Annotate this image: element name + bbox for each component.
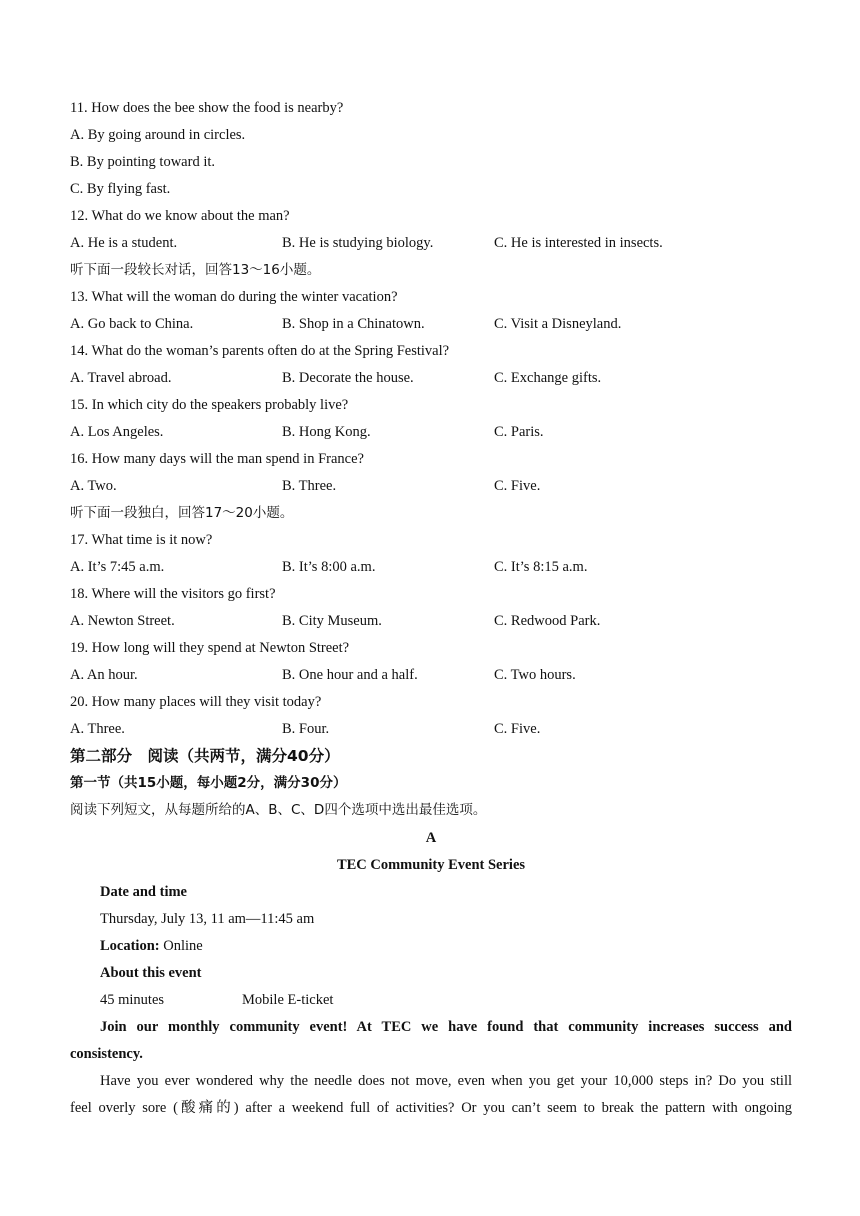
option-a: A. An hour. xyxy=(70,667,138,683)
option-a: A. Three. xyxy=(70,721,125,737)
option-b: B. He is studying biology. xyxy=(282,235,434,251)
option-b: B. It’s 8:00 a.m. xyxy=(282,559,376,575)
question-stem: 15. In which city do the speakers probably live? xyxy=(70,397,349,413)
option-c: C. Visit a Disneyland. xyxy=(494,316,622,332)
body-line-1: Have you ever wondered why the needle does not move, even when you get your 10,000 steps in? Do you still xyxy=(100,1073,792,1089)
section-heading: 第二部分 阅读（共两节，满分40分） xyxy=(70,747,340,765)
question-stem: 13. What will the woman do during the winter vacation? xyxy=(70,289,398,305)
option-c: C. Exchange gifts. xyxy=(494,370,602,386)
about-label: About this event xyxy=(100,965,202,981)
option-c: C. Two hours. xyxy=(494,667,576,683)
question-stem: 19. How long will they spend at Newton Street? xyxy=(70,640,350,656)
option-a: A. He is a student. xyxy=(70,235,178,251)
lead-line-2: consistency. xyxy=(70,1046,143,1062)
option-c: C. Redwood Park. xyxy=(494,613,601,629)
listening-instruction: 听下面一段独白，回答17～20小题。 xyxy=(70,505,294,521)
date-label: Date and time xyxy=(100,884,187,900)
option-b: B. Hong Kong. xyxy=(282,424,371,440)
question-stem: 12. What do we know about the man? xyxy=(70,208,290,224)
body-paragraph xyxy=(70,1068,792,1122)
option-a: A. Two. xyxy=(70,478,117,494)
location-value: Online xyxy=(159,938,203,954)
listening-instruction: 听下面一段较长对话，回答13～16小题。 xyxy=(70,262,321,278)
location-label: Location: xyxy=(100,938,160,954)
lead-line-1: Join our monthly community event! At TEC we have found that community increases success and xyxy=(100,1019,792,1035)
passage-title: TEC Community Event Series xyxy=(336,857,526,873)
option-c: C. He is interested in insects. xyxy=(494,235,663,251)
option-b: B. Decorate the house. xyxy=(282,370,414,386)
option-a: A. It’s 7:45 a.m. xyxy=(70,559,165,575)
option-a: A. Los Angeles. xyxy=(70,424,164,440)
event-duration: 45 minutes xyxy=(100,992,165,1008)
option-a: A. Travel abroad. xyxy=(70,370,172,386)
passage-letter: A xyxy=(425,830,437,846)
option-b: B. Shop in a Chinatown. xyxy=(282,316,425,332)
option-c: C. By flying fast. xyxy=(70,181,171,197)
question-stem: 11. How does the bee show the food is nearby? xyxy=(70,100,344,116)
option-c: C. Paris. xyxy=(494,424,544,440)
option-b: B. By pointing toward it. xyxy=(70,154,215,170)
option-b: B. City Museum. xyxy=(282,613,382,629)
option-b: B. One hour and a half. xyxy=(282,667,418,683)
option-c: C. Five. xyxy=(494,478,541,494)
option-c: C. Five. xyxy=(494,721,541,737)
question-stem: 20. How many places will they visit today? xyxy=(70,694,322,710)
date-value: Thursday, July 13, 11 am—11:45 am xyxy=(100,911,315,927)
event-ticket: Mobile E-ticket xyxy=(242,992,334,1008)
option-c: C. It’s 8:15 a.m. xyxy=(494,559,588,575)
option-b: B. Three. xyxy=(282,478,337,494)
option-b: B. Four. xyxy=(282,721,330,737)
question-stem: 14. What do the woman’s parents often do at the Spring Festival? xyxy=(70,343,450,359)
option-a: A. By going around in circles. xyxy=(70,127,246,143)
reading-instruction: 阅读下列短文，从每题所给的A、B、C、D四个选项中选出最佳选项。 xyxy=(70,802,487,818)
location-line xyxy=(100,936,203,956)
option-a: A. Go back to China. xyxy=(70,316,194,332)
question-stem: 16. How many days will the man spend in France? xyxy=(70,451,364,467)
option-a: A. Newton Street. xyxy=(70,613,175,629)
body-line-2: feel overly sore (酸痛的) after a weekend full of activities? Or you can’t seem to break the pattern with ongoing xyxy=(70,1100,792,1116)
question-stem: 17. What time is it now? xyxy=(70,532,213,548)
question-stem: 18. Where will the visitors go first? xyxy=(70,586,276,602)
section-subheading: 第一节（共15小题，每小题2分，满分30分） xyxy=(70,775,347,791)
lead-paragraph xyxy=(70,1014,792,1068)
